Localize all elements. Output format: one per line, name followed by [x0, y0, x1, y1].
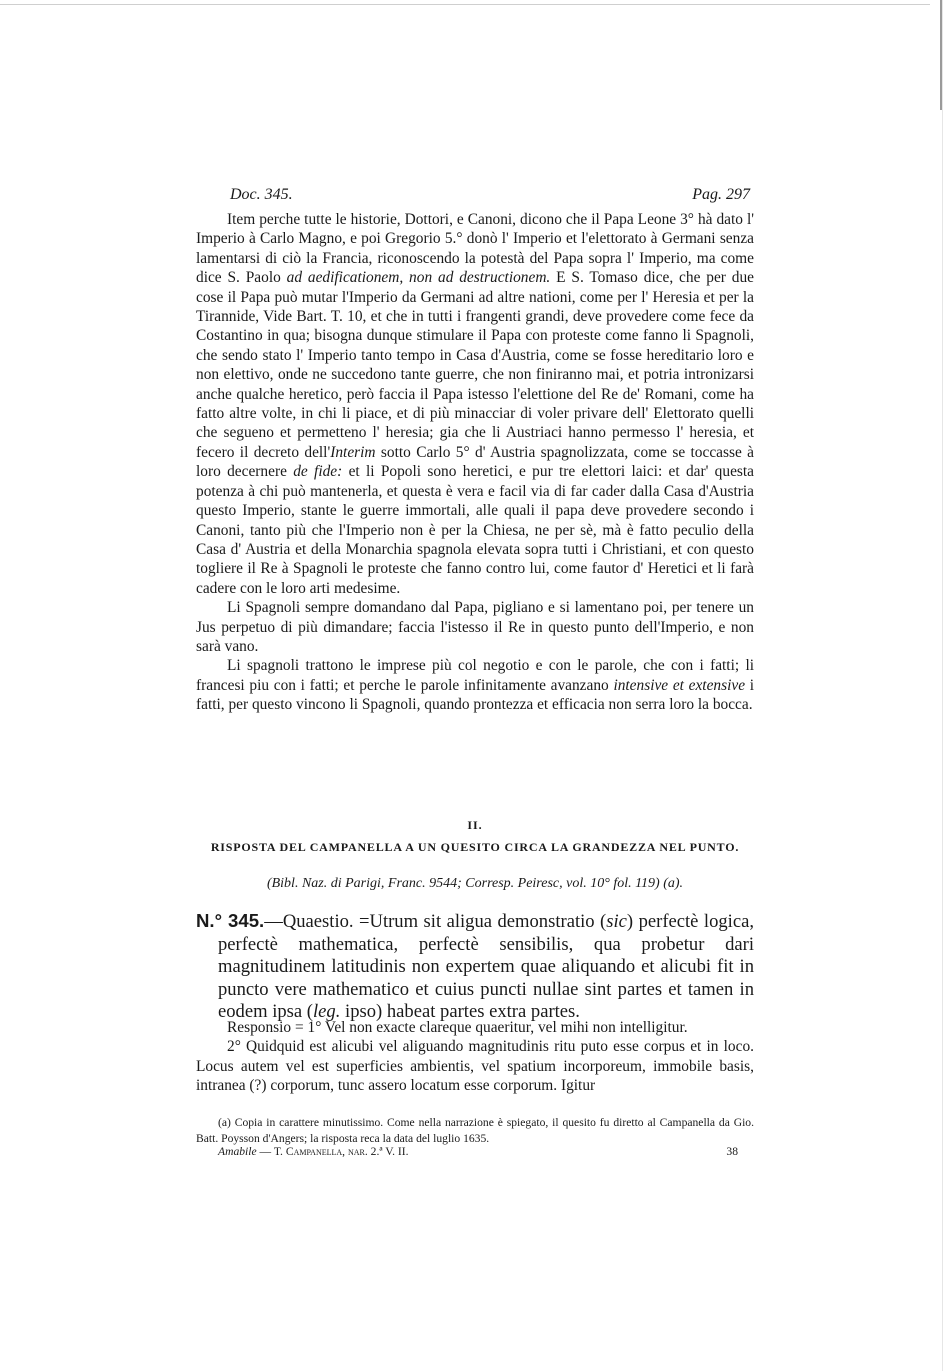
text-run: —Quaestio. =Utrum sit aligua demonstratio ( [264, 911, 607, 932]
document-quaestio [196, 910, 754, 1024]
footnote [196, 1115, 754, 1146]
paragraph [196, 598, 754, 656]
text-run: 2° Quidquid est alicubi vel aliguando magnitudinis ritu puto esse corpus et in loco. Locus autem vel est superficies ambientis, vel spatium incorporeum, immobile basis, intranea (?) corporum, tunc assero locatum esse corporum. Igitur [196, 1038, 754, 1095]
footnote-text: (a) Copia in carattere minutissimo. Come nella narrazione è spiegato, il quesito fu diretto al Campanella da Gio. Batt. Poysson d'Angers; la risposta reca la data del luglio 1635. [196, 1116, 754, 1145]
text-run: Li spagnoli trattono le imprese più col negotio e con le parole, che con i fatti; li francesi piu con i fatti; et perche le parole infinitamente avanzano [196, 657, 754, 694]
text-run: sotto Carlo 5° d' Austria spagnolizzata, come se toccasse à loro decernere [196, 443, 754, 481]
text-run: Responsio = 1° Vel non exacte clareque quaeritur, vel mihi non intelligitur. [227, 1019, 688, 1036]
footer-author: Amabile [218, 1145, 257, 1158]
top-edge-rule [0, 4, 930, 5]
running-head [230, 186, 750, 204]
paragraph [196, 656, 754, 714]
text-run: ipso) habeat partes extra partes. [340, 1001, 580, 1023]
page-footer [218, 1145, 738, 1158]
text-run: Item perche tutte le historie, Dottori, e Canoni, dicono che il Papa Leone 3° hà dato l' Imperio à Carlo Magno, e poi Gregorio 5.° donò l' Imperio et l'elettorato à Germani senza lamentarsi di ciò la Francia, riconoscendo la potestà del Papa sopra l' Imperio, ma come dice S. Paolo [196, 211, 754, 287]
section-number: II. [467, 818, 483, 832]
italic-run: leg. [313, 1001, 341, 1023]
footer-signature: 38 [726, 1145, 738, 1158]
italic-run: Interim [330, 443, 376, 461]
footer-volume: — T. Campanella, nar. 2.ª V. II. [259, 1145, 409, 1158]
text-run: i fatti, per questo vincono li Spagnoli, quando prontezza et efficacia non serra loro la bocca. [196, 676, 755, 714]
responsio-paragraph [196, 1037, 754, 1095]
italian-text [196, 210, 754, 715]
source-citation: (Bibl. Naz. di Parigi, Franc. 9544; Corresp. Peiresc, vol. 10° fol. 119) (a). [266, 876, 684, 891]
italic-run: ad aedificationem, non ad destructionem. [286, 269, 551, 287]
scan-edge-shadow [942, 0, 943, 1371]
footer-attribution [218, 1145, 409, 1158]
document-number: N.° 345. [196, 910, 265, 931]
italic-run: intensive et extensive [613, 676, 746, 694]
paragraph [196, 210, 754, 598]
text-run: Li Spagnoli sempre domandano dal Papa, pigliano e si lamentano poi, per tenere un Jus perpetuo di più dimandare; faccia l'istesso il Re in questo punto dell'Imperio, e non sarà vano. [196, 599, 754, 655]
quaestio-paragraph [196, 910, 754, 1024]
responsio-paragraph [196, 1018, 754, 1037]
text-run: ) perfectè logica, perfectè mathematica, perfectè sensibilis, qua probetur dari magnitudinem latitudinis non expertem quae aliquando et alicubi fit in puncto vere mathematico et cuius puncti nullae sint partes et tamen in eodem ipsa ( [218, 911, 754, 1023]
text-run: E S. Tomaso dice, che per due cose il Papa può mutar l'Imperio da Germani ad altre nationi, come per l' Heresia et per la Tirannide, Vide Bart. T. 10, et che in tutti i frangenti grandi, deve provedere come fece da Costantino in qua; bisogna dunque stimulare il Papa con proteste come fanno li Spagnoli, che sendo stato l' Imperio tanto tempo in Casa d'Austria, come se fosse hereditario loro e non elettivo, onde ne succedono tante guerre, che non finiranno mai, et potria intronizarsi anche qualche heretico, però faccia il Papa istesso l'elettione del Re de' Romani, come ha fatto altre volte, in chi li piace, et di più minacciar di voler privare dell' Elettorato quelli che segueno et permetteno l' heresia; gia che li Austriaci hanno permesso l' heresia, et fecero il decreto dell' [196, 269, 754, 461]
running-head-page: Pag. 297 [692, 186, 750, 203]
italic-run: sic [606, 911, 627, 932]
italic-run: de fide: [293, 463, 343, 481]
quaestio-text [218, 911, 754, 1022]
text-run: et li Popoli sono heretici, e pur tre elettori laici: et dar' questa potenza à chi può mantenerla, et questa è vera e facil via di far cader dalla Casa d'Austria questo Imperio, stante le guerre immortali, alle quali il papa deve provedere secondo i Canoni, tanto più che l'Imperio non è per la Chiesa, ne per sè, mà è fatto peculio della Casa d' Austria et della Monarchia spagnola elevata sopra tutti i Christiani, et con questo togliere il Re à Spagnoli le proteste che fanno contro lui, come fautor d' Heretici et li farà cadere con le loro arti medesime. [196, 463, 754, 597]
running-head-doc: Doc. 345. [230, 186, 293, 203]
document-responsio [196, 1018, 754, 1096]
section-title: RISPOSTA DEL CAMPANELLA A UN QUESITO CIRCA LA GRANDEZZA NEL PUNTO. [210, 840, 740, 854]
